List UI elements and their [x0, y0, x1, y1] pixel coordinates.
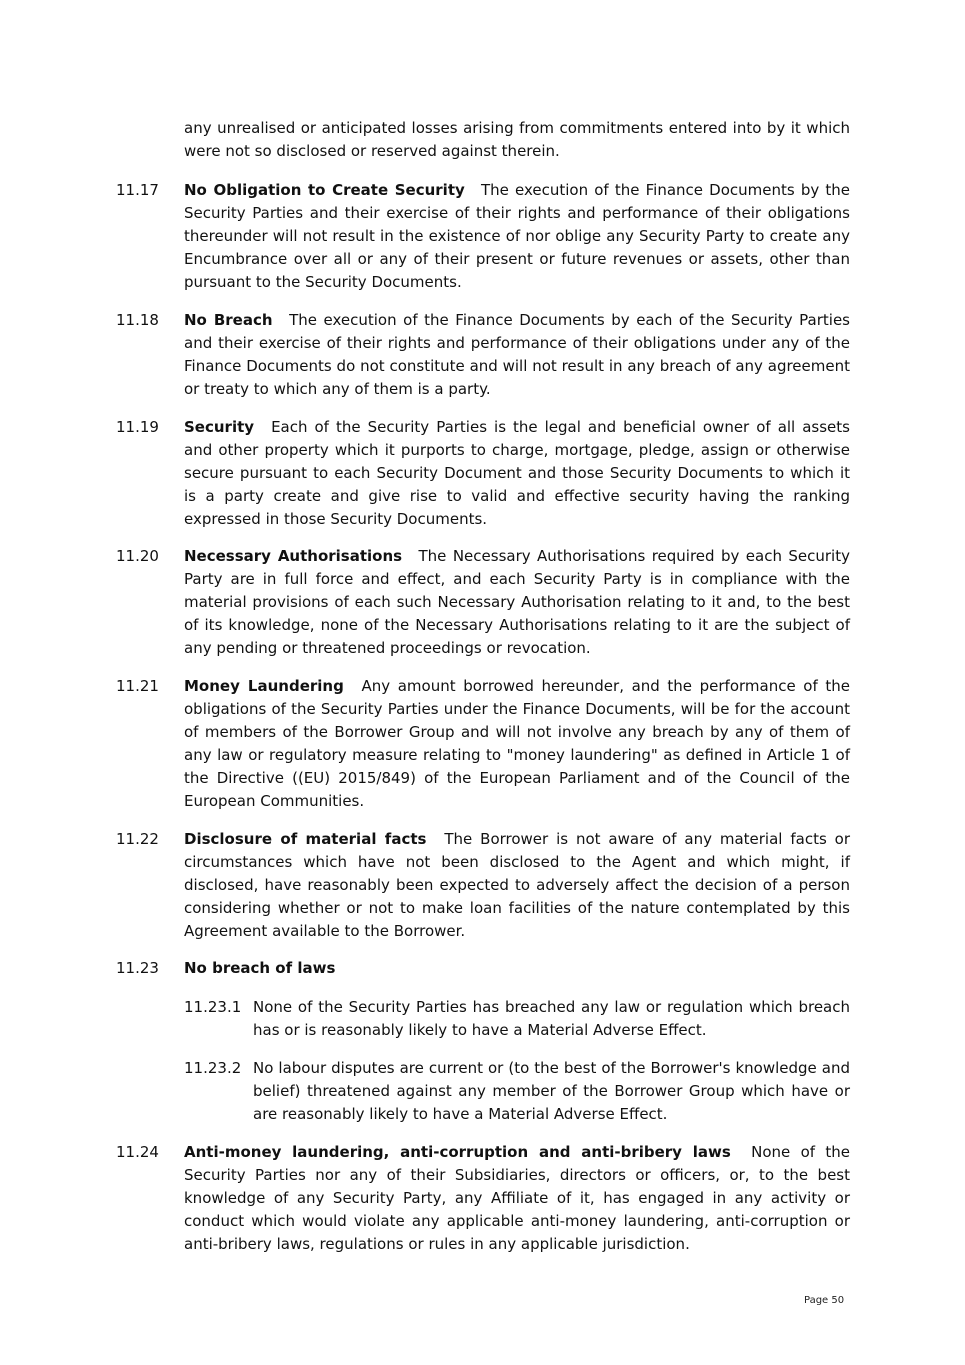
clause-body	[184, 957, 850, 980]
clause-body	[184, 179, 850, 294]
subclause-text: None of the Security Parties has breached any law or regulation which breach has or is reasonably likely to have a Material Adverse Effect.	[253, 998, 850, 1039]
clause-number: 11.20	[116, 547, 159, 565]
clause-11-19	[116, 416, 850, 531]
clause-text: The execution of the Finance Documents by the Security Parties and their exercise of their rights and performance of their obligations thereunder will not result in the existence of nor oblige any Security Party to create any Encumbrance over all or any of their present or future revenues or assets, other than pursuant to the Security Documents.	[184, 181, 850, 291]
clause-text: Each of the Security Parties is the legal and beneficial owner of all assets and other property which it purports to charge, mortgage, pledge, assign or otherwise secure pursuant to each Security Document and those Security Documents to which it is a party create and give rise to valid and effective security having the ranking expressed in those Security Documents.	[184, 418, 850, 528]
clause-number: 11.17	[116, 181, 159, 199]
clause-text: Any amount borrowed hereunder, and the performance of the obligations of the Security Parties under the Finance Documents, will be for the account of members of the Borrower Group and will not involve any breach by any of them of any law or regulatory measure relating to "money laundering" as defined in Article 1 of the Directive ((EU) 2015/849) of the European Parliament and of the Council of the European Communities.	[184, 677, 850, 810]
clause-number: 11.23	[116, 959, 159, 977]
clause-text: The execution of the Finance Documents by each of the Security Parties and their exercise of their rights and performance of their obligations under any of the Finance Documents do not constitute and will not result in any breach of any agreement or treaty to which any of them is a party.	[184, 311, 850, 398]
clause-11-24	[116, 1141, 850, 1256]
subclause-11-23-2	[184, 1057, 850, 1126]
clause-11-21	[116, 675, 850, 813]
subclause-number: 11.23.1	[184, 998, 242, 1016]
clause-11-18	[116, 309, 850, 401]
intro-paragraph: any unrealised or anticipated losses arising from commitments entered into by it which were not so disclosed or reserved against therein.	[184, 119, 850, 160]
clause-heading: No Breach	[184, 311, 273, 329]
clause-body	[184, 416, 850, 531]
clause-heading: Security	[184, 418, 255, 436]
clause-number: 11.24	[116, 1143, 159, 1161]
subclause-text: No labour disputes are current or (to the best of the Borrower's knowledge and belief) threatened against any member of the Borrower Group which have or are reasonably likely to have a Material Adverse Effect.	[253, 1059, 850, 1123]
clause-body	[184, 828, 850, 943]
clause-body	[184, 675, 850, 813]
clause-text: The Borrower is not aware of any material facts or circumstances which have not been disclosed to the Agent and which might, if disclosed, have reasonably been expected to adversely affect the decision of a person considering whether or not to make loan facilities of the nature contemplated by this Agreement available to the Borrower.	[184, 830, 851, 940]
clause-11-17	[116, 179, 850, 294]
clause-heading: No Obligation to Create Security	[184, 181, 465, 199]
clause-text: None of the Security Parties nor any of their Subsidiaries, directors or officers, or, to the best knowledge of any Security Party, any Affiliate of it, has engaged in any activity or conduct which would violate any applicable anti-money laundering, anti-corruption or anti-bribery laws, regulations or rules in any applicable jurisdiction.	[184, 1143, 850, 1253]
clause-11-22	[116, 828, 850, 943]
clause-heading: Anti-money laundering, anti-corruption and anti-bribery laws	[184, 1143, 731, 1161]
clause-heading: No breach of laws	[184, 959, 336, 977]
clause-11-20	[116, 545, 850, 660]
clause-text: The Necessary Authorisations required by each Security Party are in full force and effect, and each Security Party is in compliance with the material provisions of each such Necessary Authorisation relating to it and, to the best of its knowledge, none of the Necessary Authorisations relating to it are the subject of any pending or threatened proceedings or revocation.	[184, 547, 850, 657]
clause-heading: Necessary Authorisations	[184, 547, 403, 565]
clause-number: 11.22	[116, 830, 159, 848]
clause-body	[184, 545, 850, 660]
clause-number: 11.18	[116, 311, 159, 329]
clause-11-23	[116, 957, 850, 980]
clause-body	[184, 1141, 850, 1256]
clause-number: 11.21	[116, 677, 159, 695]
subclause-11-23-1	[184, 996, 850, 1042]
clause-heading: Money Laundering	[184, 677, 344, 695]
clause-heading: Disclosure of material facts	[184, 830, 427, 848]
clause-body	[184, 309, 850, 401]
subclause-number: 11.23.2	[184, 1059, 242, 1077]
page-number: Page 50	[804, 1295, 845, 1306]
clause-number: 11.19	[116, 418, 159, 436]
